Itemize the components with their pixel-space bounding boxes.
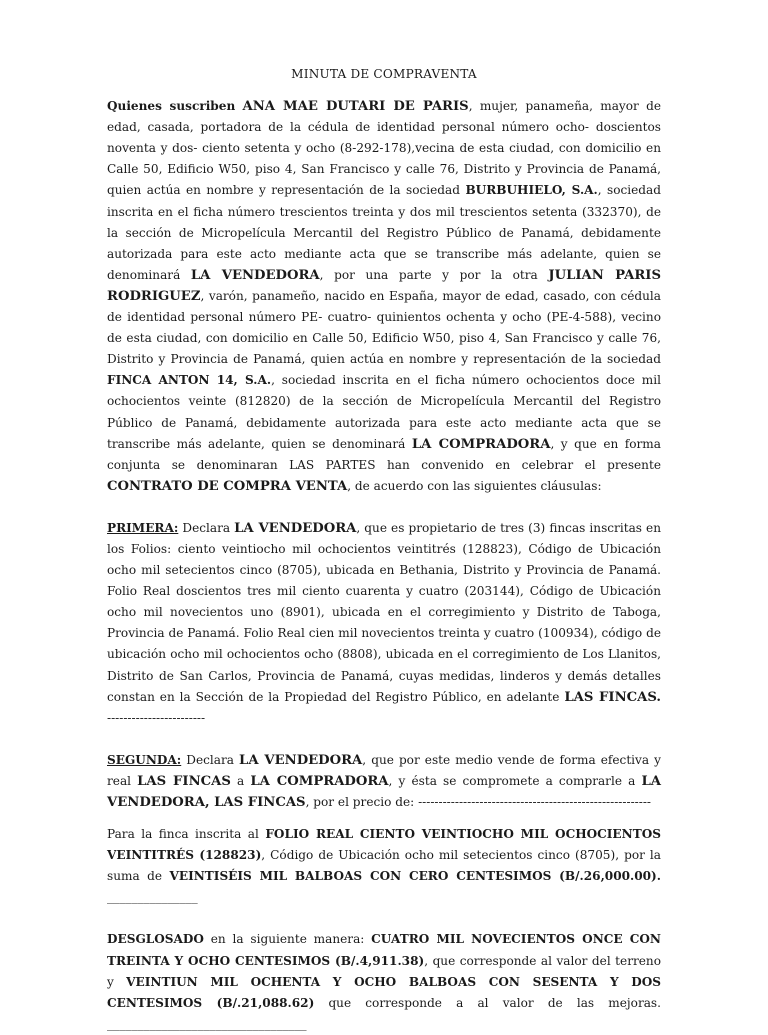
- document-page: [107, 64, 661, 1035]
- clause-segunda: [107, 750, 661, 813]
- primera-text-2: , que es propietario de tres (3) fincas inscritas en los Folios: ciento veintiocho mil ochocientos veintitrés (128823), Código de Ubicación ocho mil setecientos cinco (8705), ubicada en Bethania, Distrito y Provincia de Panamá. Folio Real doscientos tres mil ciento cuarenta y cuatro (203144), Código de Ubicación ocho mil novecientos uno (8901), ubicada en el corregimiento y Distrito de Taboga, Provincia de Panamá. Folio Real cien mil novecientos treinta y cuatro (100934), código de ubicación ocho mil ochocientos ocho (8808), ubicada en el corregimiento de Los Llanitos, Distrito de San Carlos, Provincia de Panamá, cuyas medidas, linderos y demás detalles constan en la Sección de la Propiedad del Registro Público, en adelante: [107, 520, 661, 704]
- terrain-amount: CUATRO MIL NOVECIENTOS ONCE CON TREINTA Y OCHO CENTESIMOS (B/.4,911.38): [107, 932, 661, 968]
- buyer-alias: LA COMPRADORA: [411, 436, 551, 452]
- desglosado-dashes: _________________________________: [107, 1016, 307, 1031]
- buyer-name: JULIAN PARIS RODRIGUEZ: [107, 267, 661, 304]
- improvement-amount: VEINTIUN MIL OCHENTA Y OCHO BALBOAS CON SESENTA Y DOS CENTESIMOS (B/.21,088.62): [107, 974, 661, 1010]
- primera-dashes: ------------------------: [107, 710, 206, 725]
- finca-price-paragraph: [107, 824, 661, 908]
- segunda-buyer-alias: LA COMPRADORA: [250, 773, 389, 789]
- desglosado-heading: DESGLOSADO: [107, 932, 204, 947]
- desglosado-paragraph: [107, 929, 661, 1034]
- clause-primera: [107, 518, 661, 729]
- buyer-company: FINCA ANTON 14, S.A.: [107, 373, 272, 388]
- segunda-text-4: , y ésta se compromete a comprarle a: [388, 773, 636, 788]
- seller-alias: LA VENDEDORA: [190, 267, 320, 283]
- desglosado-text-3: que corresponde a al valor de las mejoras.: [314, 995, 661, 1010]
- segunda-dashes: ---------------------------------------------------------: [418, 795, 652, 809]
- intro-text-4: , por una parte y por la otra: [319, 267, 538, 282]
- segunda-seller-alias: LA VENDEDORA: [239, 752, 363, 768]
- segunda-heading: SEGUNDA:: [107, 752, 182, 767]
- desglosado-text-1: en la siguiente manera:: [203, 932, 365, 947]
- finca-dashes: _______________: [107, 890, 198, 905]
- finca-amount: VEINTISÉIS MIL BALBOAS CON CERO CENTESIMOS (B/.26,000.00).: [169, 869, 661, 884]
- segunda-seller-fincas: LA VENDEDORA, LAS FINCAS: [107, 773, 661, 810]
- intro-lead: Quienes suscriben: [107, 99, 236, 114]
- primera-text-1: Declara: [178, 520, 231, 535]
- segunda-text-5: , por el precio de:: [305, 795, 419, 809]
- segunda-fincas: LAS FINCAS: [137, 773, 231, 789]
- segunda-text-2: , que por este medio vende de forma efectiva y real: [107, 752, 661, 788]
- intro-text-2: , mujer, panameña, mayor de edad, casada, portadora de la cédula de identidad personal número ocho- doscientos noventa y dos- ciento setenta y ocho (8-292-178),vecina de esta ciudad, con domicilio en Calle 50, Edificio W50, piso 4, San Francisco y calle 76, Distrito y Provincia de Panamá, quien actúa en nombre y representación de la sociedad: [107, 99, 661, 198]
- document-title: MINUTA DE COMPRAVENTA: [291, 67, 477, 81]
- intro-text-7: , y que en forma conjunta se denominaran LAS PARTES han convenido en celebrar el presente: [107, 436, 661, 472]
- intro-text-8: , de acuerdo con las siguientes cláusulas:: [347, 478, 602, 493]
- seller-name: ANA MAE DUTARI DE PARIS: [242, 99, 469, 115]
- desglosado-text-2: , que corresponde al valor del terreno y: [107, 953, 661, 989]
- contract-name: CONTRATO DE COMPRA VENTA: [107, 478, 348, 494]
- finca-text-2: , Código de Ubicación ocho mil setecientos cinco (8705), por la suma de: [107, 848, 661, 884]
- finca-folio: FOLIO REAL CIENTO VEINTIOCHO MIL OCHOCIENTOS VEINTITRÉS (128823): [107, 827, 661, 863]
- seller-company: BURBUHIELO, S.A.: [465, 183, 598, 198]
- intro-text-3: , sociedad inscrita en el ficha número trescientos treinta y dos mil trescientos setenta (332370), de la sección de Micropelícula Mercantil del Registro Público de Panamá, debidamente autorizada para este acto mediante acta que se transcribe más adelante, quien se denominará: [107, 183, 662, 282]
- segunda-text-1: Declara: [181, 752, 234, 767]
- primera-heading: PRIMERA:: [107, 520, 179, 535]
- intro-paragraph: [107, 96, 661, 497]
- primera-seller-alias: LA VENDEDORA: [234, 520, 357, 536]
- segunda-text-3: a: [230, 773, 251, 788]
- intro-text-6: , sociedad inscrita en el ficha número ochocientos doce mil ochocientos veinte (812820) de la sección de Micropelícula Mercantil del Registro Público de Panamá, debidamente autorizada para este acto mediante acta que se transcribe más adelante, quien se denominará: [107, 373, 661, 451]
- finca-text-1: Para la finca inscrita al: [107, 827, 259, 842]
- primera-fincas: LAS FINCAS.: [564, 689, 661, 705]
- intro-text-5: , varón, panameño, nacido en España, mayor de edad, casado, con cédula de identidad personal número PE- cuatro- quinientos ochenta y ocho (PE-4-588), vecino de esta ciudad, con domicilio en Calle 50, Edificio W50, piso 4, San Francisco y calle 76, Distrito y Provincia de Panamá, quien actúa en nombre y representación de la sociedad: [107, 288, 661, 367]
